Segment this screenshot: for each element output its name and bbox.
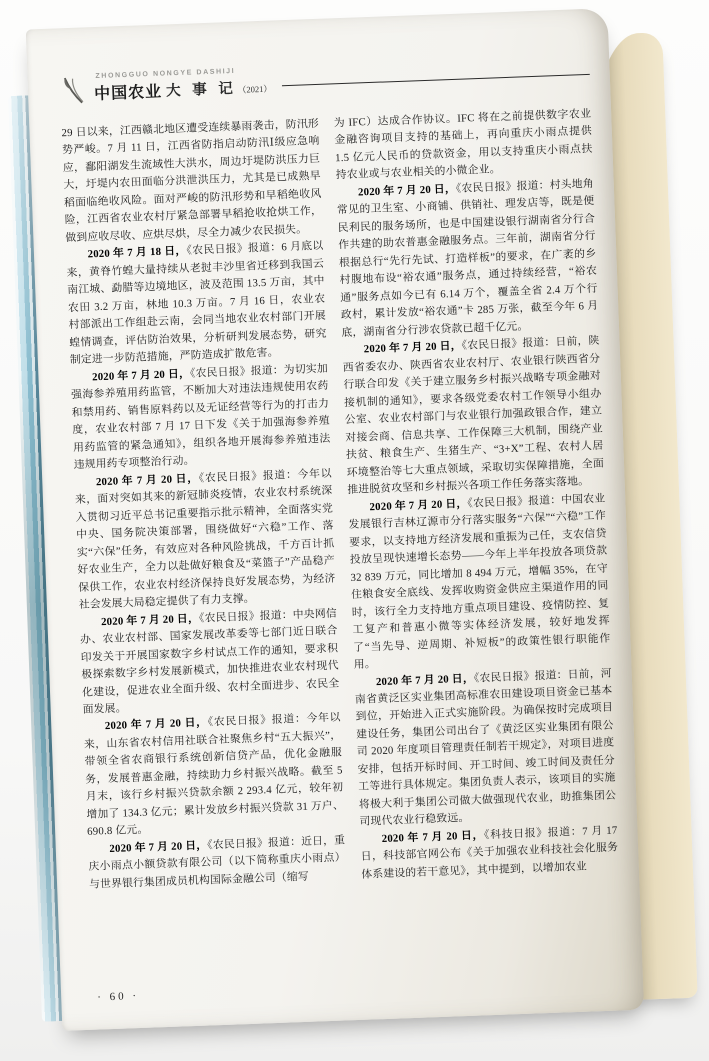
- page-number: · 60 ·: [97, 990, 140, 1004]
- entry-paragraph: 2020 年 7 月 20 日，《农民日报》报道：今年以来，山东省农村信用社联合社聚焦乡村“五大振兴”，带领全省农商银行系统创新信贷产品，优化金融服务，发展普惠金融，持续助力乡村振兴战略。截至 5 月末，该行乡村振兴贷款余额 2 293.4 亿元，较年初增加了 134.3 亿元；累计发放乡村振兴贷款 31 万户、690.8 亿元。: [83, 711, 345, 839]
- entry-date: 2020 年 7 月 20 日，: [100, 612, 200, 628]
- entry-paragraph: 2020 年 7 月 20 日，《科技日报》报道：7 月 17 日，科技部官网公布《关于加强农业科技社会化服务体系建设的若干意见》，其中提到，以增加农业: [360, 824, 619, 881]
- entry-date: 2020 年 7 月 20 日，: [381, 829, 485, 845]
- book-page: [26, 8, 644, 1031]
- open-book: [6, 6, 694, 1037]
- entry-paragraph: 2020 年 7 月 20 日，《农民日报》报道：为切实加强海参养殖用药监管，不断加大对违法违规使用农药和禁用药、销售原料药以及无证经营等行为的打击力度，农业农村部 7 月 17 日下发《关于加强海参养殖用药监管的紧急通知》，组织各地开展海参养殖违法违规用药专项整治行动。: [70, 362, 331, 472]
- entry-date: 2020 年 7 月 20 日，: [91, 367, 191, 384]
- entry-date: 2020 年 7 月 20 日，: [95, 472, 200, 488]
- entry-paragraph: 为 IFC）达成合作协议。IFC 将在之前提供数字农业金融咨询项目支持的基础上，再向重庆小雨点提供 1.5 亿元人民币的贷款资金，用以支持重庆小雨点扶持农业或与农业相关的小微企业。: [333, 107, 593, 182]
- entry-date: 2020 年 7 月 20 日，: [363, 340, 462, 356]
- header-pinyin: ZHONGGUO NONGYE DASHIJI: [95, 67, 236, 81]
- entry-paragraph: 29 日以来，江西赣北地区遭受连续暴雨袭击，防汛形势严峻。7 月 11 日，江西省防指启动防汛Ⅰ级应急响应，鄱阳湖发生流域性大洪水，周边圩堤防洪压力巨大，圩堤内农田面临分洪泄洪压力，尤其是已成熟早稻面临绝收风险。面对严峻的防汛形势和早稻绝收风险，江西省农业农村厅紧急部署早稻抢收抢烘工作，做到应收尽收、应烘尽烘，尽全力减少农民损失。: [61, 117, 323, 245]
- entry-paragraph: 2020 年 7 月 20 日，《农民日报》报道：中国农业发展银行吉林辽源市分行落实服务“六保”“六稳”工作要求，以支持地方经济发展和重振为己任，支农信贷投放呈现快速增长态势——今年上半年投放各项贷款 32 839 万元，同比增加 8 494 万元，增幅 35%，在守住粮食安全底线、发挥收购资金供应主渠道作用的同时，该行全力支持地方重点项目建设、疫情防控、复工复产和普惠小微等实体经济发展，较好地发挥了“当先导、逆周期、补短板”的政策性银行职能作用。: [348, 492, 611, 671]
- book-title-main: 中国农业: [93, 83, 163, 104]
- left-column: [61, 116, 347, 894]
- text-columns: [61, 106, 619, 894]
- entry-paragraph: 2020 年 7 月 20 日，《农民日报》报道：日前，河南省黄泛区实业集团高标准农田建设项目资金已基本到位，开始进入正式实施阶段。为确保按时完成项目建设任务，集团公司出台了《黄泛区实业集团有限公司 2020 年度项目管理责任制若干规定》，对项目进度安排，包括开标时间、开工时间、竣工时间及责任分工等进行具体规定。集团负责人表示，该项目的实施将极大利于集团公司做大做强现代农业，助推集团公司现代农业行稳致远。: [354, 667, 617, 829]
- entry-date: 2020 年 7 月 20 日，: [375, 672, 475, 688]
- entry-date: 2020 年 7 月 20 日，: [357, 182, 457, 199]
- header-rule: [282, 74, 590, 86]
- entry-date: 2020 年 7 月 20 日，: [104, 716, 208, 733]
- header-titles: [93, 55, 590, 104]
- entry-paragraph: 2020 年 7 月 18 日，《农民日报》报道：6 月底以来，黄脊竹蝗大量持续从老挝丰沙里省迁移到我国云南江城、勐腊等边境地区，波及范围 13.5 万亩，其中农田 3.2 万亩，林地 10.3 万亩。7 月 16 日，农业农村部派出工作组赴云南，会同当地农业农村部门开展蝗情调查，评估防治效果，分析研判发展态势，研究制定进一步防范措施，严防造成扩散危害。: [66, 240, 327, 367]
- entry-date: 2020 年 7 月 20 日，: [369, 497, 468, 513]
- entry-paragraph: 2020 年 7 月 20 日，《农民日报》报道：今年以来，面对突如其来的新冠肺炎疫情，农业农村系统深入贯彻习近平总书记重要指示批示精神，全面落实党中央、国务院决策部署，围绕做好“六稳”工作、落实“六保”任务，有效应对各种风险挑战，千方百计抓好农业生产，全力以赴做好粮食及“菜篮子”产品稳产保供工作，农业农村经济保持良好发展态势，为经济社会发展大局稳定提供了有力支撑。: [74, 467, 336, 612]
- wheat-leaf-icon: [59, 75, 86, 111]
- entry-paragraph: 2020 年 7 月 20 日，《农民日报》报道：日前，陕西省委农办、陕西省农业农村厅、农业银行陕西省分行联合印发《关于建立服务乡村振兴战略专项金融对接机制的通知》，要求各级党委农村工作领导小组办公室、农业农村部门与农业银行加强政银合作，建立对接会商、信息共享、工作保障三大机制，围绕产业扶贫、粮食生产、生猪生产、“3+X”工程、农村人居环境整治等七大重点领域，采取切实保障措施，全面推进脱贫攻坚和乡村振兴各项工作任务落实落地。: [342, 335, 605, 497]
- page-header: [59, 55, 590, 111]
- entry-date: 2020 年 7 月 18 日，: [87, 245, 187, 261]
- right-column: [334, 106, 620, 884]
- entry-date: 2020 年 7 月 20 日，: [109, 839, 208, 855]
- entry-paragraph: 2020 年 7 月 20 日，《农民日报》报道：中央网信办、农业农村部、国家发展改革委等七部门近日联合印发关于开展国家数字乡村试点工作的通知，要求积极探索数字乡村发展新模式，加快推进农业农村现代化建设，促进农业全面升级、农村全面进步、农民全面发展。: [79, 607, 340, 716]
- entry-paragraph: 2020 年 7 月 20 日，《农民日报》报道：近日，重庆小雨点小额贷款有限公司（以下简称重庆小雨点）与世界银行集团成员机构国际金融公司（缩写: [88, 834, 347, 891]
- entry-paragraph: 2020 年 7 月 20 日，《农民日报》报道：村头地角常见的卫生室、小商铺、供销社、理发店等，既是便民利民的服务场所，也是中国建设银行湖南省分行合作共建的助农普惠金融服务点。三年前，湖南省分行根据总行“先行先试、打造样板”的要求，在广袤的乡村腹地布设“裕农通”服务点，通过持续经营，“裕农通”服务点如今已有 6.14 万个，覆盖全省 2.4 万个行政村，累计发放“裕农通”卡 285 万张，截至今年 6 月底，湖南省分行涉农贷款已超千亿元。: [336, 177, 599, 339]
- edition-year: （2021）: [237, 83, 273, 95]
- book-title-rest: 大 事 记: [165, 80, 238, 100]
